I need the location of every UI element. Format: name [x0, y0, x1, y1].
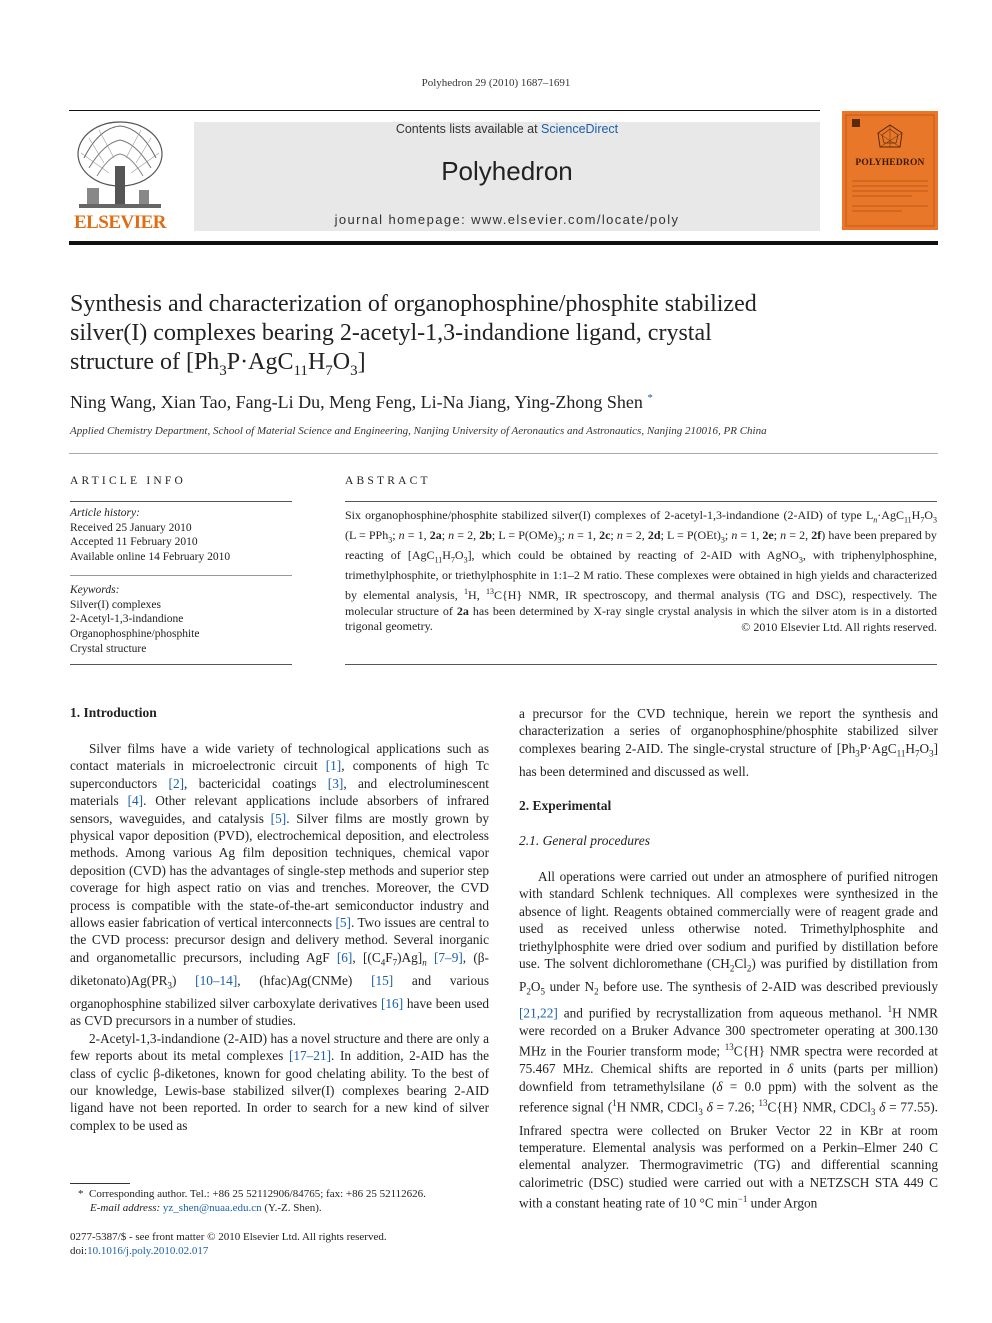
article-info-rule — [70, 501, 292, 502]
introduction-body: Silver films have a wide variety of technological applications such as contact materials in microelectronic circuit [1], components of high Tc superconductors [2], bactericidal coatings [3], and electroluminescent materials [4]. Other relevant applications include absorbers of infrared sensors, waveguides, and catalysis [5]. Silver films are mostly grown by physical vapor deposition (PVD), electrochemical deposition, and electroless methods. Among various Ag film deposition techniques, chemical vapor deposition (CVD) has the advantages of single-step methods and superior step coverage for high aspect ratio on vias and trenches. Moreover, the CVD process is compatible with the state-of-the-art semiconductor industry and allows easier fabrication of vertical interconnects [5]. Two issues are central to the CVD process: precursor design and delivery method. Several inorganic and organometallic precursors, including AgF [6], $[(C_4F_7)Ag]_n$ [7–9], $(\beta-diketonato)Ag(PR_3)$ [10–14], (hfac)Ag(CNMe) [15] and various organophosphine stabilized silver carboxylate derivatives [16] have been used as CVD precursors in a number of studies. 2-Acetyl-1,3-indandione (2-AID) has a novel structure and there are only a few reports about its metal complexes [17–21]. In addition, 2-AID has the class of cyclic β-diketones, known for good chelating ability. To the best of our knowledge, Lewis-base stabilized silver(I) complexes bearing 2-AID ligand have not been reported. In order to search for a new kind of silver complex to be used as — [70, 741, 490, 1133]
copyright: © 2010 Elsevier Ltd. All rights reserved. — [741, 620, 937, 634]
doi-line: doi:10.1016/j.poly.2010.02.017 — [70, 1245, 209, 1257]
general-procedures-heading: 2.1. General procedures — [519, 833, 650, 848]
sciencedirect-link[interactable]: ScienceDirect — [541, 122, 619, 136]
introduction-heading: 1. Introduction — [70, 705, 157, 720]
header-thick-rule — [69, 241, 938, 245]
abstract-text: Six organophosphine/phosphite stabilized silver(I) complexes of 2-acetyl-1,3-indandione (2-AID) of type $L_n\cdot AgC_{11}H_7O_3$ (L = PPh$_3$; n = 1, 2a; n = 2, 2b; $L = P(OMe)_3$; n = 1, 2c; n = 2, 2d; $L = P(OEt)_3$; n = 1, 2e; n = 2, 2f) have been prepared by reacting of $[AgC_{11}H_7O_3]$, which could be obtained by reacting of 2-AID with AgNO$_3$, with triphenylphosphine, trimethylphosphite, or triethylphosphite in 1:1–2 M ratio. These complexes were obtained in high yields and characterized by elemental analysis, $^1$H, $^{13}$C{H} NMR, IR spectroscopy, and thermal analysis (TG and DSC), respectively. The molecular structure of 2a has been determined by X-ray single crystal analysis in which the silver atom is in a distorted trigonal geometry. — [345, 508, 937, 634]
introduction-continued: a precursor for the CVD technique, herein we report the synthesis and characterization a series of organophosphine/phosphite stabilized silver complexes bearing 2-AID. The single-crystal structure of $[Ph_3P\cdot AgC_{11}H_7O_3]$ has been determined and discussed as well. — [519, 706, 938, 779]
title-line-2: silver(I) complexes bearing 2-acetyl-1,3-indandione ligand, crystal — [70, 320, 712, 346]
abstract-heading: ABSTRACT — [345, 475, 431, 487]
received-date: Received 25 January 2010 — [70, 521, 192, 534]
keywords-label: Keywords: — [70, 584, 120, 596]
corresponding-author-mark[interactable]: * — [647, 392, 653, 404]
doi-link[interactable]: 10.1016/j.poly.2010.02.017 — [87, 1245, 209, 1257]
keyword: Organophosphine/phosphite — [70, 628, 200, 641]
keyword: Silver(I) complexes — [70, 598, 162, 611]
article-history — [70, 506, 292, 565]
title-bottom-rule — [69, 453, 938, 454]
online-date: Available online 14 February 2010 — [70, 551, 231, 564]
affiliation: Applied Chemistry Department, School of Material Science and Engineering, Nanjing University of Aeronautics and Astronautics, Nanjing 210016, PR China — [70, 425, 767, 437]
keywords-block — [70, 583, 292, 657]
keyword: Crystal structure — [70, 642, 147, 655]
contents-line — [194, 122, 820, 136]
keyword: 2-Acetyl-1,3-indandione — [70, 613, 184, 626]
keywords-rule — [70, 575, 292, 576]
history-label: Article history: — [70, 507, 140, 519]
title-line-3: structure of $[Ph_3P\cdot AgC_{11}H_7O_3]$ — [70, 349, 366, 379]
abstract-rule — [345, 501, 937, 502]
journal-name: Polyhedron — [441, 156, 573, 186]
journal-citation: Polyhedron 29 (2010) 1687–1691 — [421, 77, 571, 89]
authors-text: Ning Wang, Xian Tao, Fang-Li Du, Meng Feng, Li-Na Jiang, Ying-Zhong Shen — [70, 392, 643, 412]
article-info-heading: ARTICLE INFO — [70, 475, 186, 487]
author-list — [70, 392, 920, 413]
journal-homepage[interactable]: journal homepage: www.elsevier.com/locate/poly — [334, 212, 680, 227]
email-link[interactable]: yz_shen@nuaa.edu.cn — [162, 1202, 262, 1214]
article-title — [70, 290, 910, 386]
title-line-1: Synthesis and characterization of organophosphine/phosphite stabilized — [70, 291, 757, 317]
issn-doi — [70, 1230, 489, 1258]
footnote-rule — [70, 1183, 130, 1184]
corresponding-footnote: * Corresponding author. Tel.: +86 25 52112906/84765; fax: +86 25 52112626. — [78, 1188, 426, 1200]
contents-prefix: Contents lists available at — [395, 122, 542, 136]
header-top-rule — [69, 110, 820, 111]
journal-cover-image — [842, 111, 938, 230]
article-info-bottom-rule — [70, 664, 292, 665]
experimental-heading: 2. Experimental — [519, 798, 612, 813]
email-footnote: E-mail address: yz_shen@nuaa.edu.cn (Y.-Z. Shen). — [90, 1202, 322, 1214]
accepted-date: Accepted 11 February 2010 — [70, 536, 198, 549]
issn-line: 0277-5387/$ - see front matter © 2010 Elsevier Ltd. All rights reserved. — [70, 1231, 387, 1243]
abstract-bottom-rule — [345, 664, 937, 665]
general-procedures-body: All operations were carried out under an atmosphere of purified nitrogen with standard Schlenk techniques. All complexes were synthesized in the absence of light. Reagents obtained commercially were of reagent grade and used as received unless otherwise noted. Trimethylphosphite and triethylphosphite were dried over sodium and purified by distillation before use. The solvent dichloromethane $(CH_2Cl_2)$ was purified by distillation from $P_2O_5$ under $N_2$ before use. The synthesis of 2-AID was described previously [21,22] and purified by recrystallization from aqueous methanol. $^1$H NMR were recorded on a Bruker Advance 300 spectrometer operating at 300.130 MHz in the Fourier transform mode; $^{13}$C{H} NMR spectra were recorded at 75.467 MHz. Chemical shifts are reported in δ units (parts per million) downfield from tetramethylsilane (δ = 0.0 ppm) with the solvent as the reference signal ($^1$H NMR, CDCl$_3$ δ = 7.26; $^{13}$C{H} NMR, CDCl$_3$ δ = 77.55). Infrared spectra were collected on Bruker Vector 22 in KBr at room temperature. Elemental analysis was performed on a Perkin–Elmer 240 C elemental analyzer. Thermogravimetric (TG) and differential scanning calorimetric (DSC) studied were carried out with a NETZSCH STA 449 C with a constant heating rate of 10 °C $\min^{-1}$ under Argon — [519, 869, 939, 1211]
elsevier-wordmark: ELSEVIER — [73, 212, 167, 233]
cover-title: POLYHEDRON — [855, 158, 925, 168]
footnote — [70, 1187, 489, 1215]
